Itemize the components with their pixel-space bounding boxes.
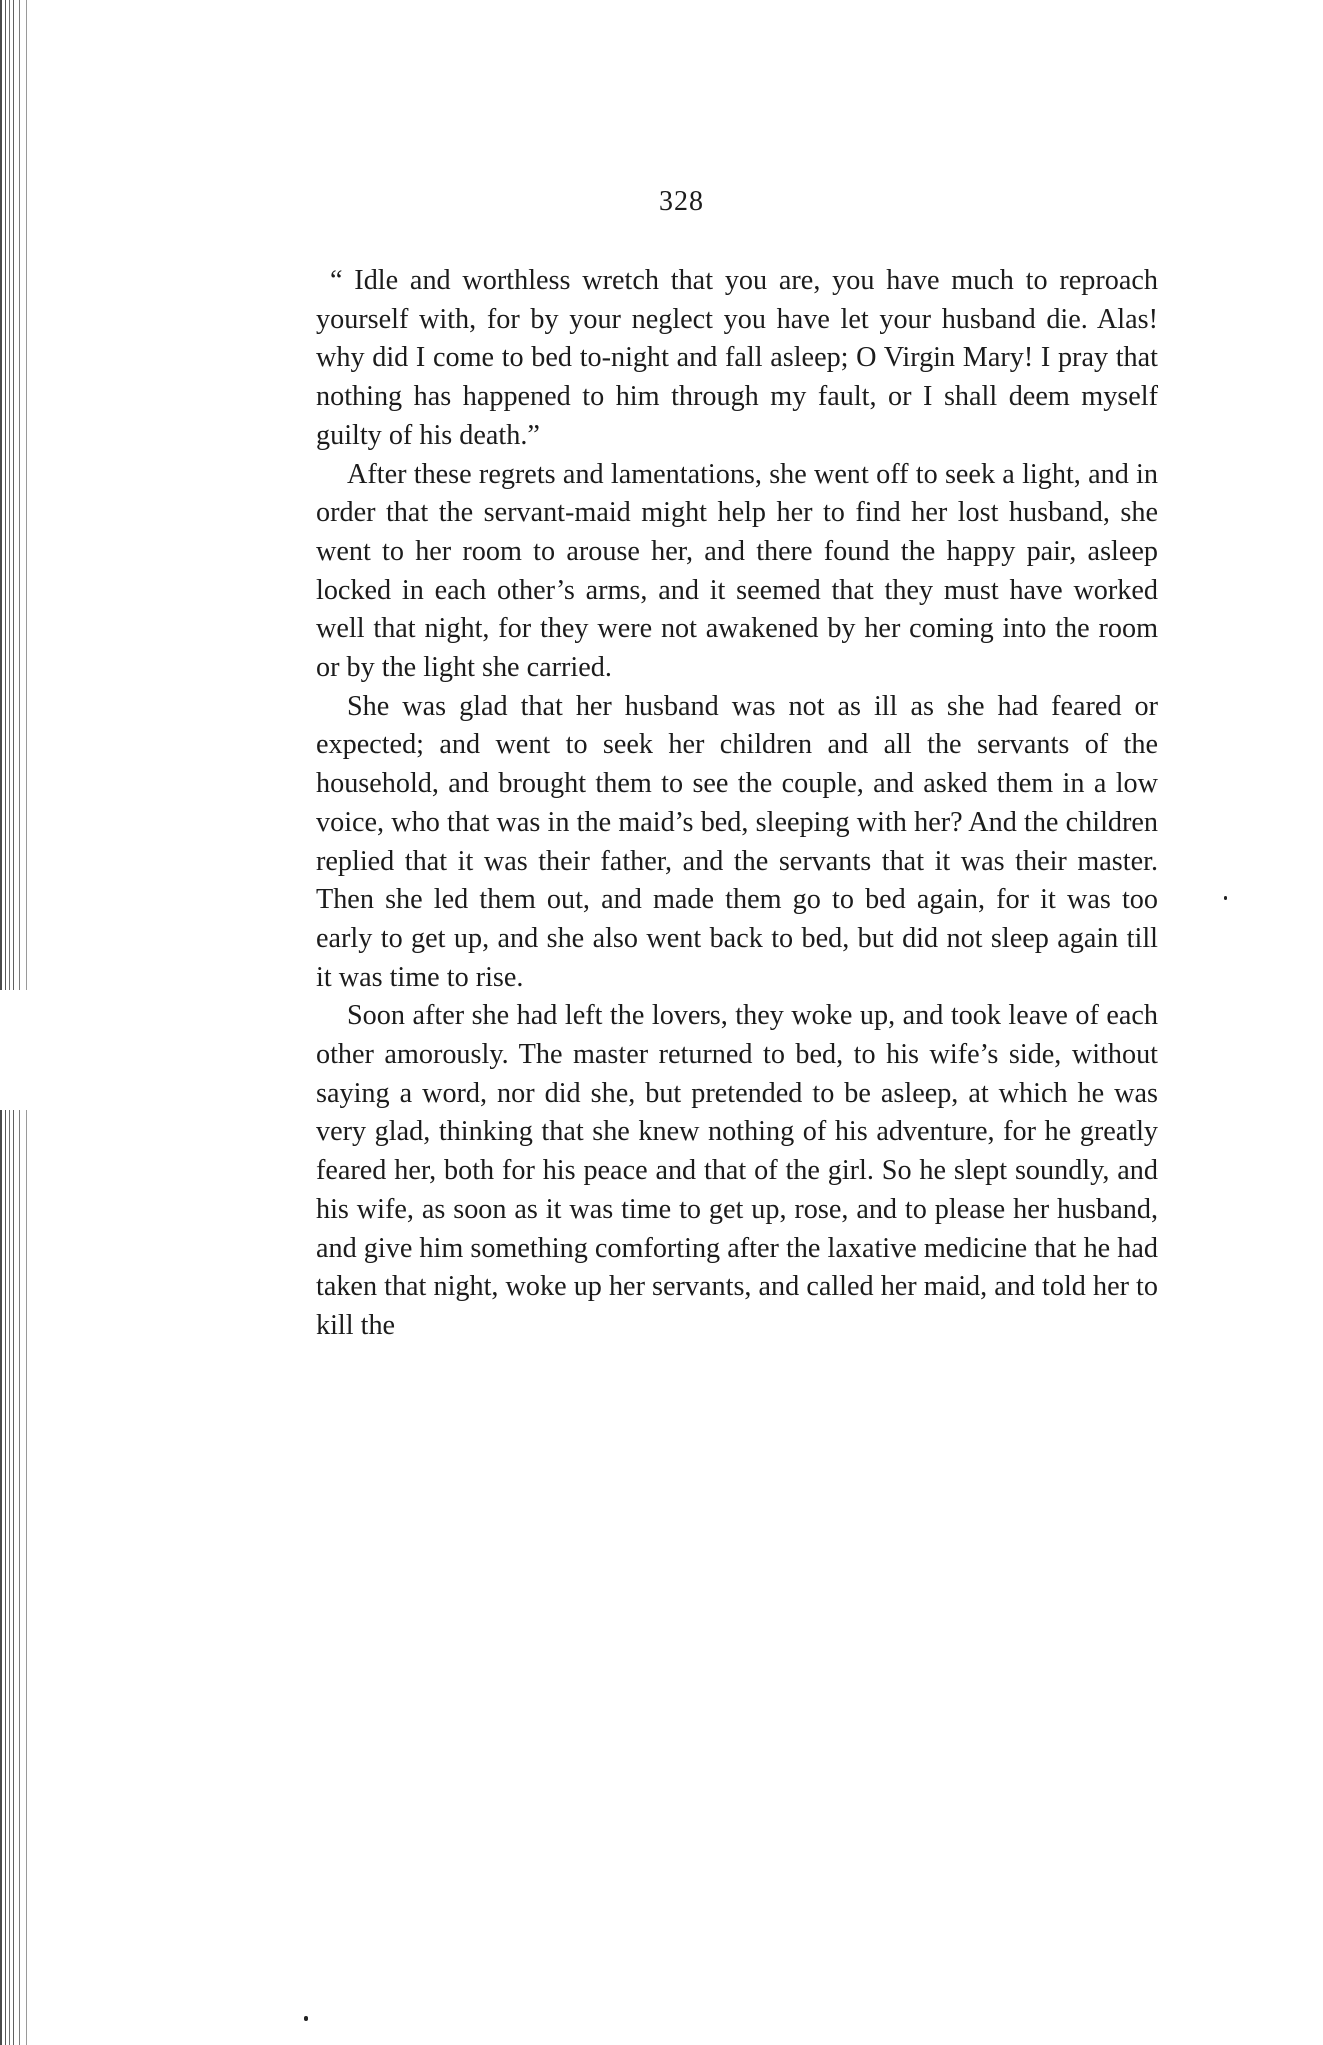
paragraph-4: Soon after she had left the lovers, they woke up, and took leave of each other amorously. The master returned to bed, to his wife’s side, without saying a word, nor did she, but pretended to be asleep, at which he was very glad, thinking that she knew nothing of his adventure, for he greatly feared her, both for his peace and that of the girl. So he slept soundly, and his wife, as soon as it was time to get up, rose, and to please her husband, and give him something comforting after the laxative medicine that he had taken that night, woke up her servants, and called her maid, and told her to kill the xyxy=(316,1000,1158,1341)
paragraph-3: She was glad that her husband was not as ill as she had feared or expected; and went to seek her children and all the servants of the household, and brought them to see the couple, and asked them in a low voice, who that was in the maid’s bed, sleeping with her? And the children replied that it was their father, and the servants that it was their master. Then she led them out, and made them go to bed again, for it was too early to get up, and she also went back to bed, but did not sleep again till it was time to rise. xyxy=(316,690,1158,993)
scan-speck xyxy=(304,2016,308,2021)
scan-binding-gap xyxy=(0,990,34,1110)
scan-speck xyxy=(1224,896,1227,900)
page-number: 328 xyxy=(659,186,704,217)
body-text xyxy=(316,262,1158,1346)
paragraph-1: “ Idle and worthless wretch that you are, you have much to reproach yourself with, for by your neglect you have let your husband die. Alas! why did I come to bed to-night and fall asleep; O Virgin Mary! I pray that nothing has happened to him through my fault, or I shall deem myself guilty of his death.” xyxy=(316,265,1158,451)
paragraph-2: After these regrets and lamentations, she went off to seek a light, and in order that the servant-maid might help her to find her lost husband, she went to her room to arouse her, and there found the happy pair, asleep locked in each other’s arms, and it seemed that they must have worked well that night, for they were not awakened by her coming into the room or by the light she carried. xyxy=(316,458,1158,684)
